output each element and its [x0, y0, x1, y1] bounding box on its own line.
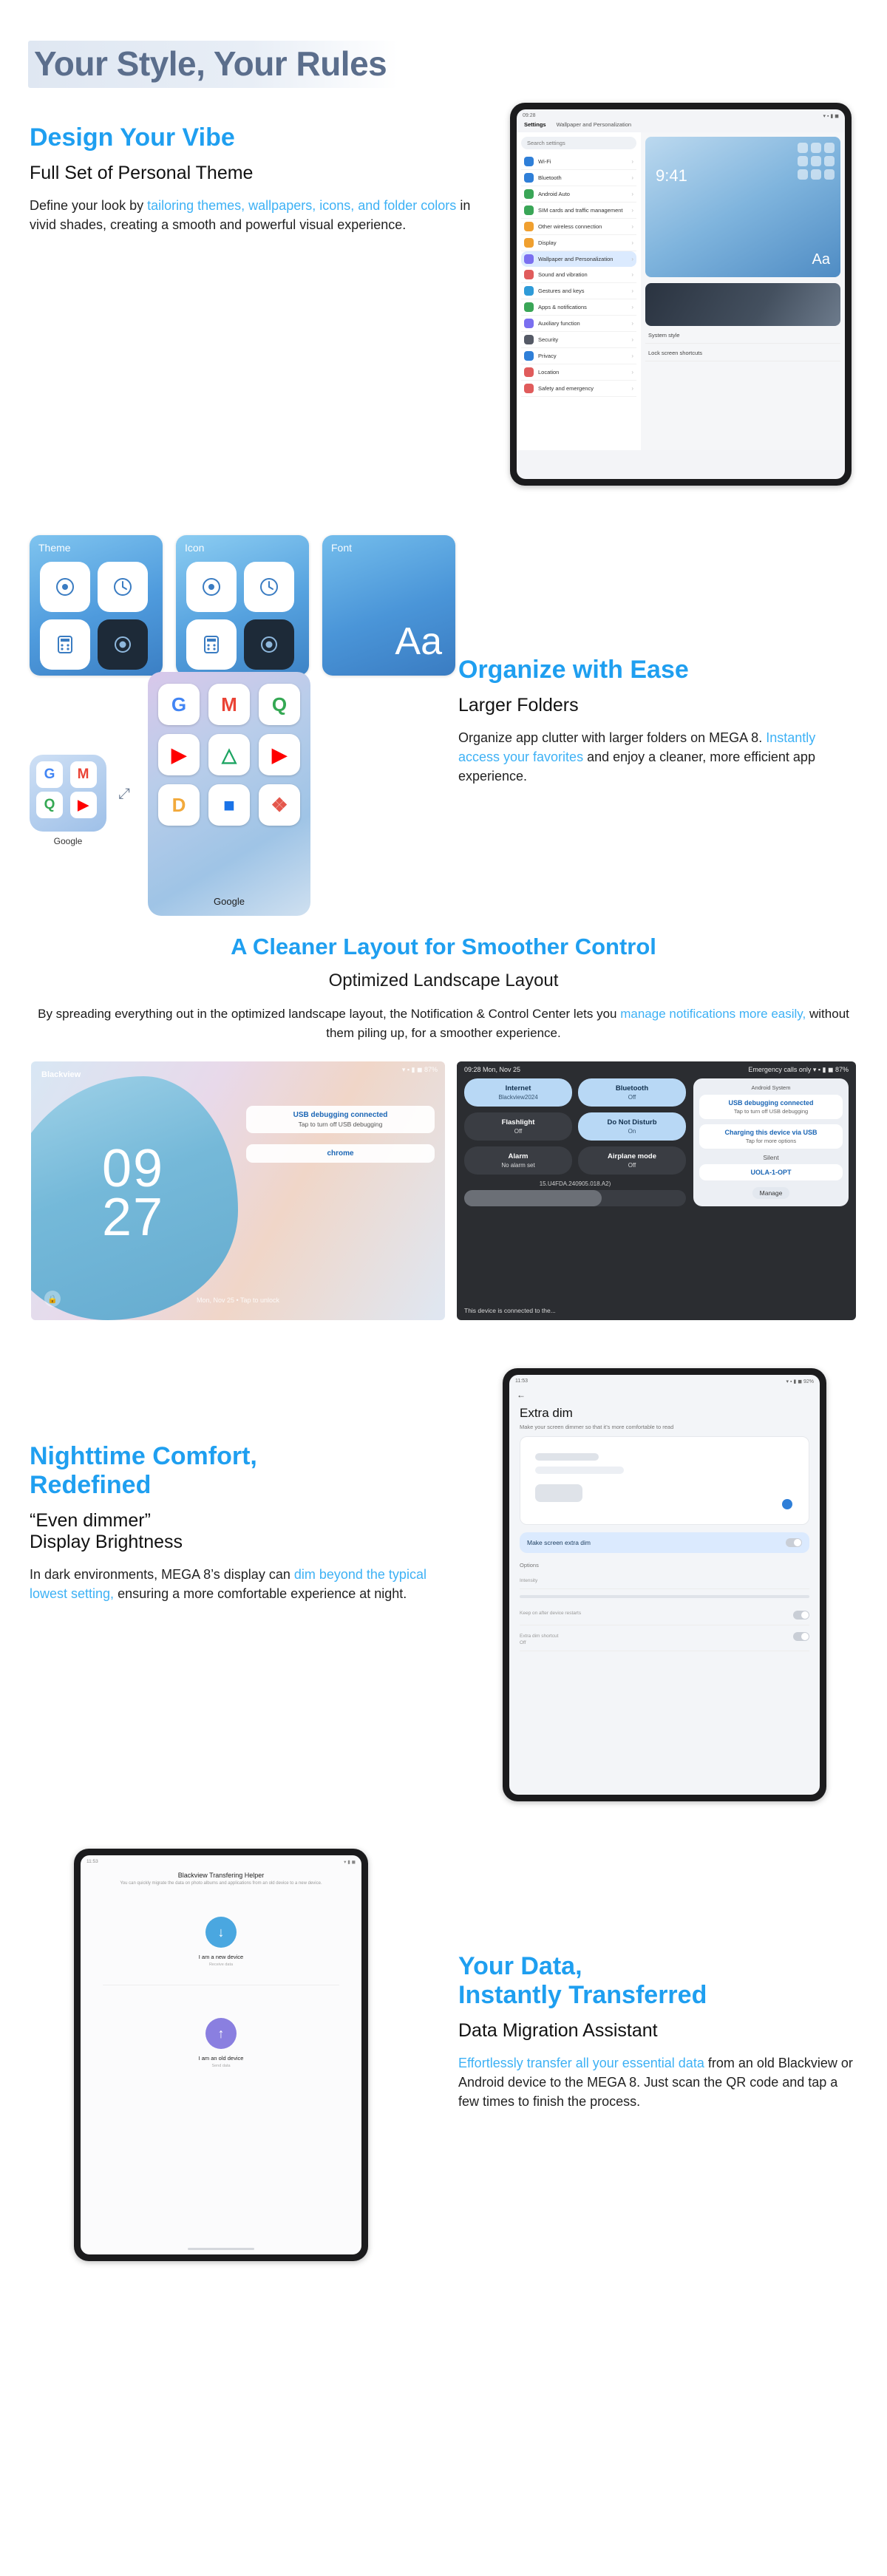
section3-heading: A Cleaner Layout for Smoother Control	[231, 934, 656, 959]
notification-title: USB debugging connected	[293, 1111, 388, 1119]
section1-text-block	[30, 123, 488, 234]
lock-icon[interactable]: 🔒	[44, 1291, 61, 1307]
lockscreen-brand: Blackview	[41, 1070, 81, 1079]
control-center-statusbar	[457, 1061, 856, 1078]
card-font-label: Font	[331, 542, 353, 554]
folder-large-label: Google	[214, 896, 245, 907]
section2-body-highlight: Instantly access your favorites	[458, 730, 816, 765]
lockscreen-screenshot	[31, 1061, 445, 1320]
folder-large-grid	[158, 684, 300, 826]
ed-status-right: ▾ ▪ ▮ ◼ 92%	[786, 1379, 814, 1384]
settings-row-label: Auxiliary function	[538, 320, 580, 327]
section4-subheading-line1: “Even dimmer”	[30, 1510, 151, 1531]
settings-row-1[interactable]	[521, 170, 636, 186]
quick-tile-row-2	[464, 1112, 686, 1141]
quick-tile-do-not-disturb[interactable]	[578, 1112, 686, 1141]
notification-title: USB debugging connected	[728, 1099, 814, 1107]
folder-small-grid	[36, 761, 100, 818]
chevron-right-icon: ›	[631, 174, 633, 181]
chevron-right-icon: ›	[631, 191, 633, 197]
section5-heading-line1: Your Data,	[458, 1952, 582, 1980]
transfer-option-new-device[interactable]	[81, 1897, 361, 1971]
cc-status-right: Emergency calls only ▾ ▪ ▮ ◼ 87%	[748, 1066, 849, 1073]
shortcut-toggle[interactable]	[793, 1632, 809, 1641]
settings-list	[517, 132, 641, 450]
section2-body	[458, 728, 850, 786]
cc-status-left: 09:28 Mon, Nov 25	[464, 1066, 521, 1073]
chevron-right-icon: ›	[631, 288, 633, 294]
extra-dim-illustration	[520, 1436, 809, 1525]
transfer-subtitle: You can quickly migrate the data on photo albums and applications from an old device to a new device.	[120, 1881, 322, 1886]
settings-row-3[interactable]	[521, 203, 636, 219]
settings-row-label: Privacy	[538, 353, 557, 359]
back-arrow-icon[interactable]: ←	[517, 1390, 526, 1400]
clock-minutes: 27	[102, 1188, 165, 1248]
app-icon-photos[interactable]: ❖	[259, 784, 300, 826]
section-nighttime-comfort	[0, 1361, 887, 1819]
section5-body	[458, 2053, 857, 2111]
section-organize-with-ease	[0, 591, 887, 908]
card-icon-label: Icon	[185, 542, 205, 554]
section2-subheading: Larger Folders	[458, 695, 579, 716]
app-icon-google: G	[36, 761, 63, 788]
shortcut-sub: Off	[520, 1640, 526, 1645]
tablet-screen-transfer	[81, 1855, 361, 2254]
intensity-label: Intensity	[520, 1578, 538, 1583]
section1-heading: Design Your Vibe	[30, 123, 235, 152]
notification-card-3[interactable]	[699, 1164, 843, 1180]
section1-body-part2: in vivid shades, creating a smooth and powerful visual experience.	[30, 198, 471, 233]
notification-app-label: Android System	[751, 1084, 791, 1091]
settings-row-2[interactable]	[521, 186, 636, 203]
panel-row-lock-shortcuts[interactable]	[645, 344, 840, 361]
chevron-right-icon: ›	[631, 336, 633, 343]
home-indicator	[188, 2248, 254, 2250]
wallpaper-preview[interactable]	[645, 137, 840, 277]
section4-body-part1: In dark environments, MEGA 8’s display can	[30, 1567, 294, 1582]
settings-row-9[interactable]	[521, 299, 636, 316]
settings-row-label: Apps & notifications	[538, 304, 587, 310]
lockscreen-clock	[102, 1139, 165, 1248]
tile-sub: Off	[514, 1128, 523, 1135]
options-label: Options	[520, 1562, 539, 1569]
folder-small[interactable]	[30, 755, 106, 846]
folder-small-label: Google	[53, 836, 83, 846]
option-label: I am an old device	[198, 2055, 244, 2062]
section4-heading	[30, 1442, 429, 1500]
section3-subheading: Optimized Landscape Layout	[328, 971, 559, 990]
app-icon-maps[interactable]: Q	[259, 684, 300, 725]
section3-body-highlight: manage notifications more easily,	[620, 1007, 806, 1021]
quick-tile-row-1	[464, 1078, 686, 1107]
settings-row-label: Other wireless connection	[538, 223, 602, 230]
tile-title: Flashlight	[501, 1118, 535, 1126]
settings-row-8[interactable]	[521, 283, 636, 299]
tablet-screen-extra-dim	[509, 1375, 820, 1795]
lockscreen-notification-1[interactable]	[246, 1106, 435, 1133]
section1-body-part1: Define your look by	[30, 198, 148, 213]
chevron-right-icon: ›	[631, 385, 633, 392]
hero-section	[0, 0, 887, 95]
notification-title: UOLA-1-OPT	[750, 1169, 792, 1176]
settings-body	[517, 132, 845, 450]
chevron-right-icon: ›	[631, 271, 633, 278]
keep-on-restart-row[interactable]	[520, 1604, 809, 1625]
folder-large[interactable]	[148, 672, 310, 916]
section5-heading	[458, 1952, 857, 2010]
settings-row-13[interactable]	[521, 364, 636, 381]
tablet-settings-mockup	[510, 103, 852, 486]
build-number: 15.U4FDA.240905.018.A2)	[539, 1180, 611, 1187]
lockscreen-footer-text: Mon, Nov 25 • Tap to unlock	[196, 1297, 280, 1304]
option-label: I am a new device	[198, 1954, 244, 1960]
make-screen-extra-dim-row[interactable]	[520, 1532, 809, 1553]
section4-body-part2: ensuring a more comfortable experience at night.	[114, 1586, 407, 1602]
tablet-frame-5	[74, 1849, 368, 2261]
settings-row-label: SIM cards and traffic management	[538, 207, 623, 214]
expand-arrow-icon: ⤢	[118, 786, 130, 802]
settings-row-14[interactable]	[521, 381, 636, 397]
panel-row-label: System style	[648, 332, 680, 339]
extra-dim-shortcut-row[interactable]	[520, 1625, 809, 1651]
settings-row-label: Sound and vibration	[538, 271, 588, 278]
notification-section-label: Silent	[763, 1154, 779, 1161]
chevron-right-icon: ›	[631, 158, 633, 165]
section2-body-part1: Organize app clutter with larger folders on MEGA 8.	[458, 730, 767, 745]
tr-status-left: 11:53	[86, 1859, 98, 1864]
screenshot-row	[0, 1061, 887, 1320]
section-data-migration	[0, 1841, 887, 2270]
page-title: Your Style, Your Rules	[28, 41, 398, 88]
settings-row-12[interactable]	[521, 348, 636, 364]
notification-title: chrome	[327, 1149, 354, 1158]
transfer-title: Blackview Transfering Helper	[177, 1872, 265, 1879]
settings-row-11[interactable]	[521, 332, 636, 348]
section4-subheading	[30, 1510, 429, 1553]
settings-tabs	[517, 121, 845, 128]
control-center-columns	[457, 1078, 856, 1206]
app-icon-youtube[interactable]: ▶	[158, 734, 200, 775]
option-sub: Receive data	[208, 1962, 234, 1967]
settings-status-left: 09:28	[523, 113, 536, 118]
section4-body-highlight: dim beyond the typical lowest setting,	[30, 1567, 426, 1602]
tile-title: Do Not Disturb	[607, 1118, 657, 1126]
tile-title: Airplane mode	[608, 1152, 656, 1160]
quick-settings-panel	[464, 1078, 686, 1206]
chevron-right-icon: ›	[631, 256, 633, 262]
section5-heading-line2: Instantly Transferred	[458, 1981, 707, 2009]
settings-row-4[interactable]	[521, 219, 636, 235]
notification-subtitle: Tap to turn off USB debugging	[733, 1108, 809, 1115]
chevron-right-icon: ›	[631, 320, 633, 327]
extra-dim-toggle[interactable]	[786, 1538, 802, 1547]
tab-settings[interactable]: Settings	[524, 121, 546, 128]
settings-status-right: ▾ ▪ ▮ ◼	[823, 114, 839, 119]
section5-text-block	[458, 1952, 857, 2111]
notification-subtitle: Tap to turn off USB debugging	[298, 1121, 383, 1128]
quick-tile-internet[interactable]	[464, 1078, 572, 1107]
lockscreen-statusbar: ▾ ▪ ▮ ◼ 87%	[401, 1066, 438, 1073]
app-icon-docs[interactable]: D	[158, 784, 200, 826]
tile-sub: Blackview2024	[498, 1094, 538, 1101]
download-icon: ↓	[205, 1917, 237, 1948]
settings-row-label: Wi-Fi	[538, 158, 551, 165]
chevron-right-icon: ›	[631, 304, 633, 310]
settings-statusbar	[517, 109, 845, 121]
notification-title: Charging this device via USB	[724, 1129, 818, 1136]
notification-panel	[693, 1078, 849, 1206]
section4-heading-line2: Redefined	[30, 1471, 152, 1499]
font-sample-glyph: Aa	[395, 620, 442, 663]
control-center-footer: This device is connected to the...	[464, 1307, 556, 1314]
app-icon-meet[interactable]: ■	[208, 784, 250, 826]
wallpaper-panel	[641, 132, 845, 450]
tile-sub: Off	[628, 1162, 636, 1169]
section1-body	[30, 196, 488, 234]
upload-icon: ↑	[205, 2018, 237, 2049]
settings-row-7[interactable]	[521, 267, 636, 283]
shortcut-label-wrap	[520, 1632, 558, 1645]
section2-text-block	[458, 656, 850, 786]
section1-subheading: Full Set of Personal Theme	[30, 163, 254, 183]
settings-row-label: Location	[538, 369, 560, 375]
section3-body-part1: By spreading everything out in the optimized landscape layout, the Notification & Control Center lets you	[38, 1007, 621, 1021]
tab-wallpaper-personalization[interactable]: Wallpaper and Personalization	[556, 121, 632, 128]
preview-font-glyph: Aa	[812, 251, 830, 268]
chevron-right-icon: ›	[631, 353, 633, 359]
chevron-right-icon: ›	[631, 207, 633, 214]
intensity-row[interactable]	[520, 1571, 809, 1589]
notification-card-2[interactable]	[699, 1124, 843, 1149]
keep-on-restart-label: Keep on after device restarts	[520, 1611, 582, 1616]
tablet-screen-settings	[517, 109, 845, 479]
settings-row-label: Safety and emergency	[538, 385, 594, 392]
extra-dim-statusbar	[509, 1375, 820, 1388]
tablet-transfer-mockup	[74, 1849, 368, 2261]
app-icon-maps: Q	[36, 792, 63, 818]
transfer-option-old-device[interactable]	[81, 1999, 361, 2073]
quick-tile-flashlight[interactable]	[464, 1112, 572, 1141]
section2-body-part2: and enjoy a cleaner, more efficient app experience.	[458, 750, 815, 784]
chevron-right-icon: ›	[631, 239, 633, 246]
section2-heading: Organize with Ease	[458, 656, 689, 684]
section4-subheading-line2: Display Brightness	[30, 1532, 183, 1552]
option-sub: Send data	[211, 2064, 231, 2068]
section5-body-highlight: Effortlessly transfer all your essential data	[458, 2056, 704, 2070]
notification-card-1[interactable]	[699, 1095, 843, 1119]
quick-tile-bluetooth[interactable]	[578, 1078, 686, 1107]
tile-title: Alarm	[508, 1152, 529, 1160]
lockscreen-notification-2[interactable]	[246, 1144, 435, 1163]
settings-row-label: Android Auto	[538, 191, 570, 197]
settings-row-label: Security	[538, 336, 559, 343]
tile-sub: On	[628, 1128, 636, 1135]
extra-dim-title: Extra dim	[520, 1406, 573, 1420]
keep-on-restart-toggle[interactable]	[793, 1611, 809, 1620]
app-icon-gmail[interactable]: M	[208, 684, 250, 725]
control-center-screenshot	[457, 1061, 856, 1320]
quick-tile-alarm[interactable]	[464, 1146, 572, 1175]
settings-row-wallpaper-personalization[interactable]	[521, 251, 636, 267]
app-icon-drive[interactable]: △	[208, 734, 250, 775]
settings-row-label: Display	[538, 239, 557, 246]
tablet-frame-4	[503, 1368, 826, 1801]
quick-tile-airplane-mode[interactable]	[578, 1146, 686, 1175]
brightness-slider[interactable]	[464, 1190, 686, 1206]
panel-row-label: Lock screen shortcuts	[648, 350, 702, 356]
transfer-statusbar	[81, 1855, 361, 1869]
section3-body-part2: without them piling up, for a smoother experience.	[326, 1007, 849, 1040]
app-icon-youtube-music[interactable]: ▶	[259, 734, 300, 775]
quick-tile-row-3	[464, 1146, 686, 1175]
section4-text-block	[30, 1442, 429, 1603]
settings-row-label: Gestures and keys	[538, 288, 585, 294]
panel-row-system-style[interactable]	[645, 326, 840, 344]
clock-hours: 09	[102, 1139, 165, 1198]
settings-row-10[interactable]	[521, 316, 636, 332]
notification-subtitle: Tap for more options	[745, 1138, 797, 1144]
extra-dim-description: Make your screen dimmer so that it’s more comfortable to read	[520, 1424, 674, 1430]
section-cleaner-layout	[0, 934, 887, 1320]
app-icon-gmail: M	[70, 761, 97, 788]
tile-sub: No alarm set	[501, 1162, 535, 1169]
tablet-frame-1	[510, 103, 852, 486]
section5-subheading: Data Migration Assistant	[458, 2020, 658, 2041]
tile-sub: Off	[628, 1094, 636, 1101]
preview-clock: 9:41	[656, 166, 687, 185]
section1-body-highlight: tailoring themes, wallpapers, icons, and folder colors	[147, 198, 457, 213]
section5-body-part2: from an old Blackview or Android device to the MEGA 8. Just scan the QR code and tap a few times to finish the process.	[458, 2056, 853, 2110]
preview-app-grid	[798, 143, 835, 180]
tile-title: Bluetooth	[615, 1084, 649, 1092]
settings-row-label: Wallpaper and Personalization	[538, 256, 614, 262]
extra-dim-toggle-label: Make screen extra dim	[527, 1539, 591, 1546]
shortcut-label: Extra dim shortcut	[520, 1634, 559, 1639]
settings-row-5[interactable]	[521, 235, 636, 251]
section-design-your-vibe	[0, 95, 887, 663]
chevron-right-icon: ›	[631, 223, 633, 230]
tablet-extra-dim-mockup	[503, 1368, 826, 1801]
search-input[interactable]: Search settings	[521, 137, 636, 149]
manage-button[interactable]: Manage	[752, 1187, 790, 1199]
intensity-slider[interactable]	[520, 1595, 809, 1598]
card-theme-label: Theme	[38, 542, 71, 554]
settings-row-0[interactable]	[521, 154, 636, 170]
ed-status-left: 11:53	[515, 1379, 528, 1384]
settings-row-label: Bluetooth	[538, 174, 562, 181]
section3-body	[33, 1005, 854, 1042]
section4-heading-line1: Nighttime Comfort,	[30, 1442, 257, 1470]
tile-title: Internet	[505, 1084, 531, 1092]
chevron-right-icon: ›	[631, 369, 633, 375]
section4-body	[30, 1565, 429, 1603]
wallpaper-dark-preview[interactable]	[645, 283, 840, 326]
app-icon-youtube: ▶	[70, 792, 97, 818]
tr-status-right: ▾ ▮ ◼	[344, 1860, 356, 1865]
app-icon-google[interactable]: G	[158, 684, 200, 725]
